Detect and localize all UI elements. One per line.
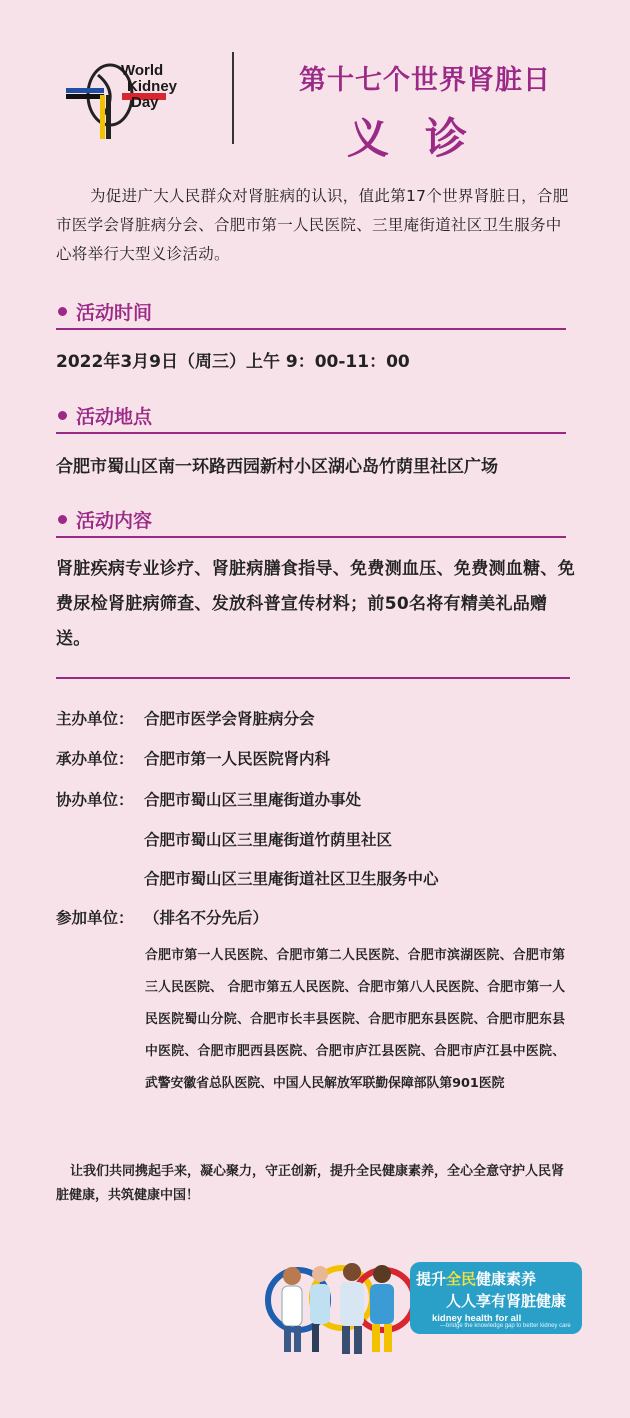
section-time-header	[56, 298, 566, 330]
slogan-pre: 提升	[416, 1270, 447, 1288]
slogan-line4: —bridge the knowledge gap to better kidney care	[440, 1323, 571, 1329]
logo-line1: World	[121, 62, 164, 79]
closing-paragraph: 让我们共同携起手来，凝心聚力，守正创新，提升全民健康素养，全心全意守护人民肾脏健康，共筑健康中国！	[56, 1164, 565, 1203]
slogan-line2: 人人享有肾脏健康	[446, 1292, 567, 1310]
co-organizer-label: 协办单位：	[56, 791, 134, 809]
logo-wordmark	[121, 63, 177, 111]
bullet-dot-icon	[58, 515, 67, 524]
bullet-dot-icon	[58, 307, 67, 316]
section-location-header	[56, 402, 566, 434]
page-subtitle: 义诊	[346, 114, 503, 163]
organizer-value: 合肥市第一人民医院肾内科	[144, 750, 331, 768]
section-label: 活动时间	[76, 302, 153, 324]
slogan-post: 健康素养	[476, 1270, 537, 1288]
organizer-row	[56, 747, 330, 769]
logo-line3: Day	[131, 94, 159, 111]
event-time: 2022年3月9日（周三）上午 9：00-11：00	[56, 352, 410, 372]
slogan-line1	[416, 1268, 536, 1289]
slogan-line3: kidney health for all	[432, 1313, 522, 1324]
event-location: 合肥市蜀山区南一环路西园新村小区湖心岛竹荫里社区广场	[56, 457, 498, 477]
organizer-label: 承办单位：	[56, 750, 134, 768]
participants-list: 合肥市第一人民医院、合肥市第二人民医院、合肥市滨湖医院、合肥市第三人民医院、 合肥市第五人民医院、合肥市第八人民医院、合肥市第一人民医院蜀山分院、合肥市长丰县医院、合肥市肥东县医院、合肥市肥东县中医院、合肥市肥西县医院、合肥市庐江县医院、合肥市庐江县中医院、武警安徽省总队医院、中国人民解放军联勤保障部队第901医院	[145, 948, 565, 1091]
section-label: 活动内容	[76, 510, 153, 532]
section-content-header	[56, 506, 566, 538]
host-row	[56, 707, 315, 729]
participants-label: 参加单位：	[56, 909, 134, 927]
header-divider	[232, 52, 234, 144]
event-content: 肾脏疾病专业诊疗、肾脏病膳食指导、免费测血压、免费测血糖、免费尿检肾脏病筛查、发放科普宣传材料；前50名将有精美礼品赠送。	[56, 559, 575, 649]
logo-line2: Kidney	[127, 78, 178, 95]
horizontal-divider	[56, 677, 570, 679]
co-organizer-value-1: 合肥市蜀山区三里庵街道办事处	[144, 791, 362, 809]
co-organizer-value-2: 合肥市蜀山区三里庵街道竹荫里社区	[144, 831, 393, 849]
participants-row	[56, 906, 268, 928]
page-title: 第十七个世界肾脏日	[299, 65, 551, 96]
co-organizer-value-3: 合肥市蜀山区三里庵街道社区卫生服务中心	[144, 870, 439, 888]
co-organizer-row	[56, 788, 361, 810]
participants-note: （排名不分先后）	[144, 909, 269, 927]
bullet-dot-icon	[58, 411, 67, 420]
section-label: 活动地点	[76, 406, 153, 428]
intro-paragraph: 为促进广大人民群众对肾脏病的认识，值此第17个世界肾脏日，合肥市医学会肾脏病分会、合肥市第一人民医院、三里庵街道社区卫生服务中心将举行大型义诊活动。	[56, 187, 569, 263]
host-value: 合肥市医学会肾脏病分会	[144, 710, 315, 728]
host-label: 主办单位：	[56, 710, 134, 728]
slogan-highlight: 全民	[446, 1270, 477, 1288]
